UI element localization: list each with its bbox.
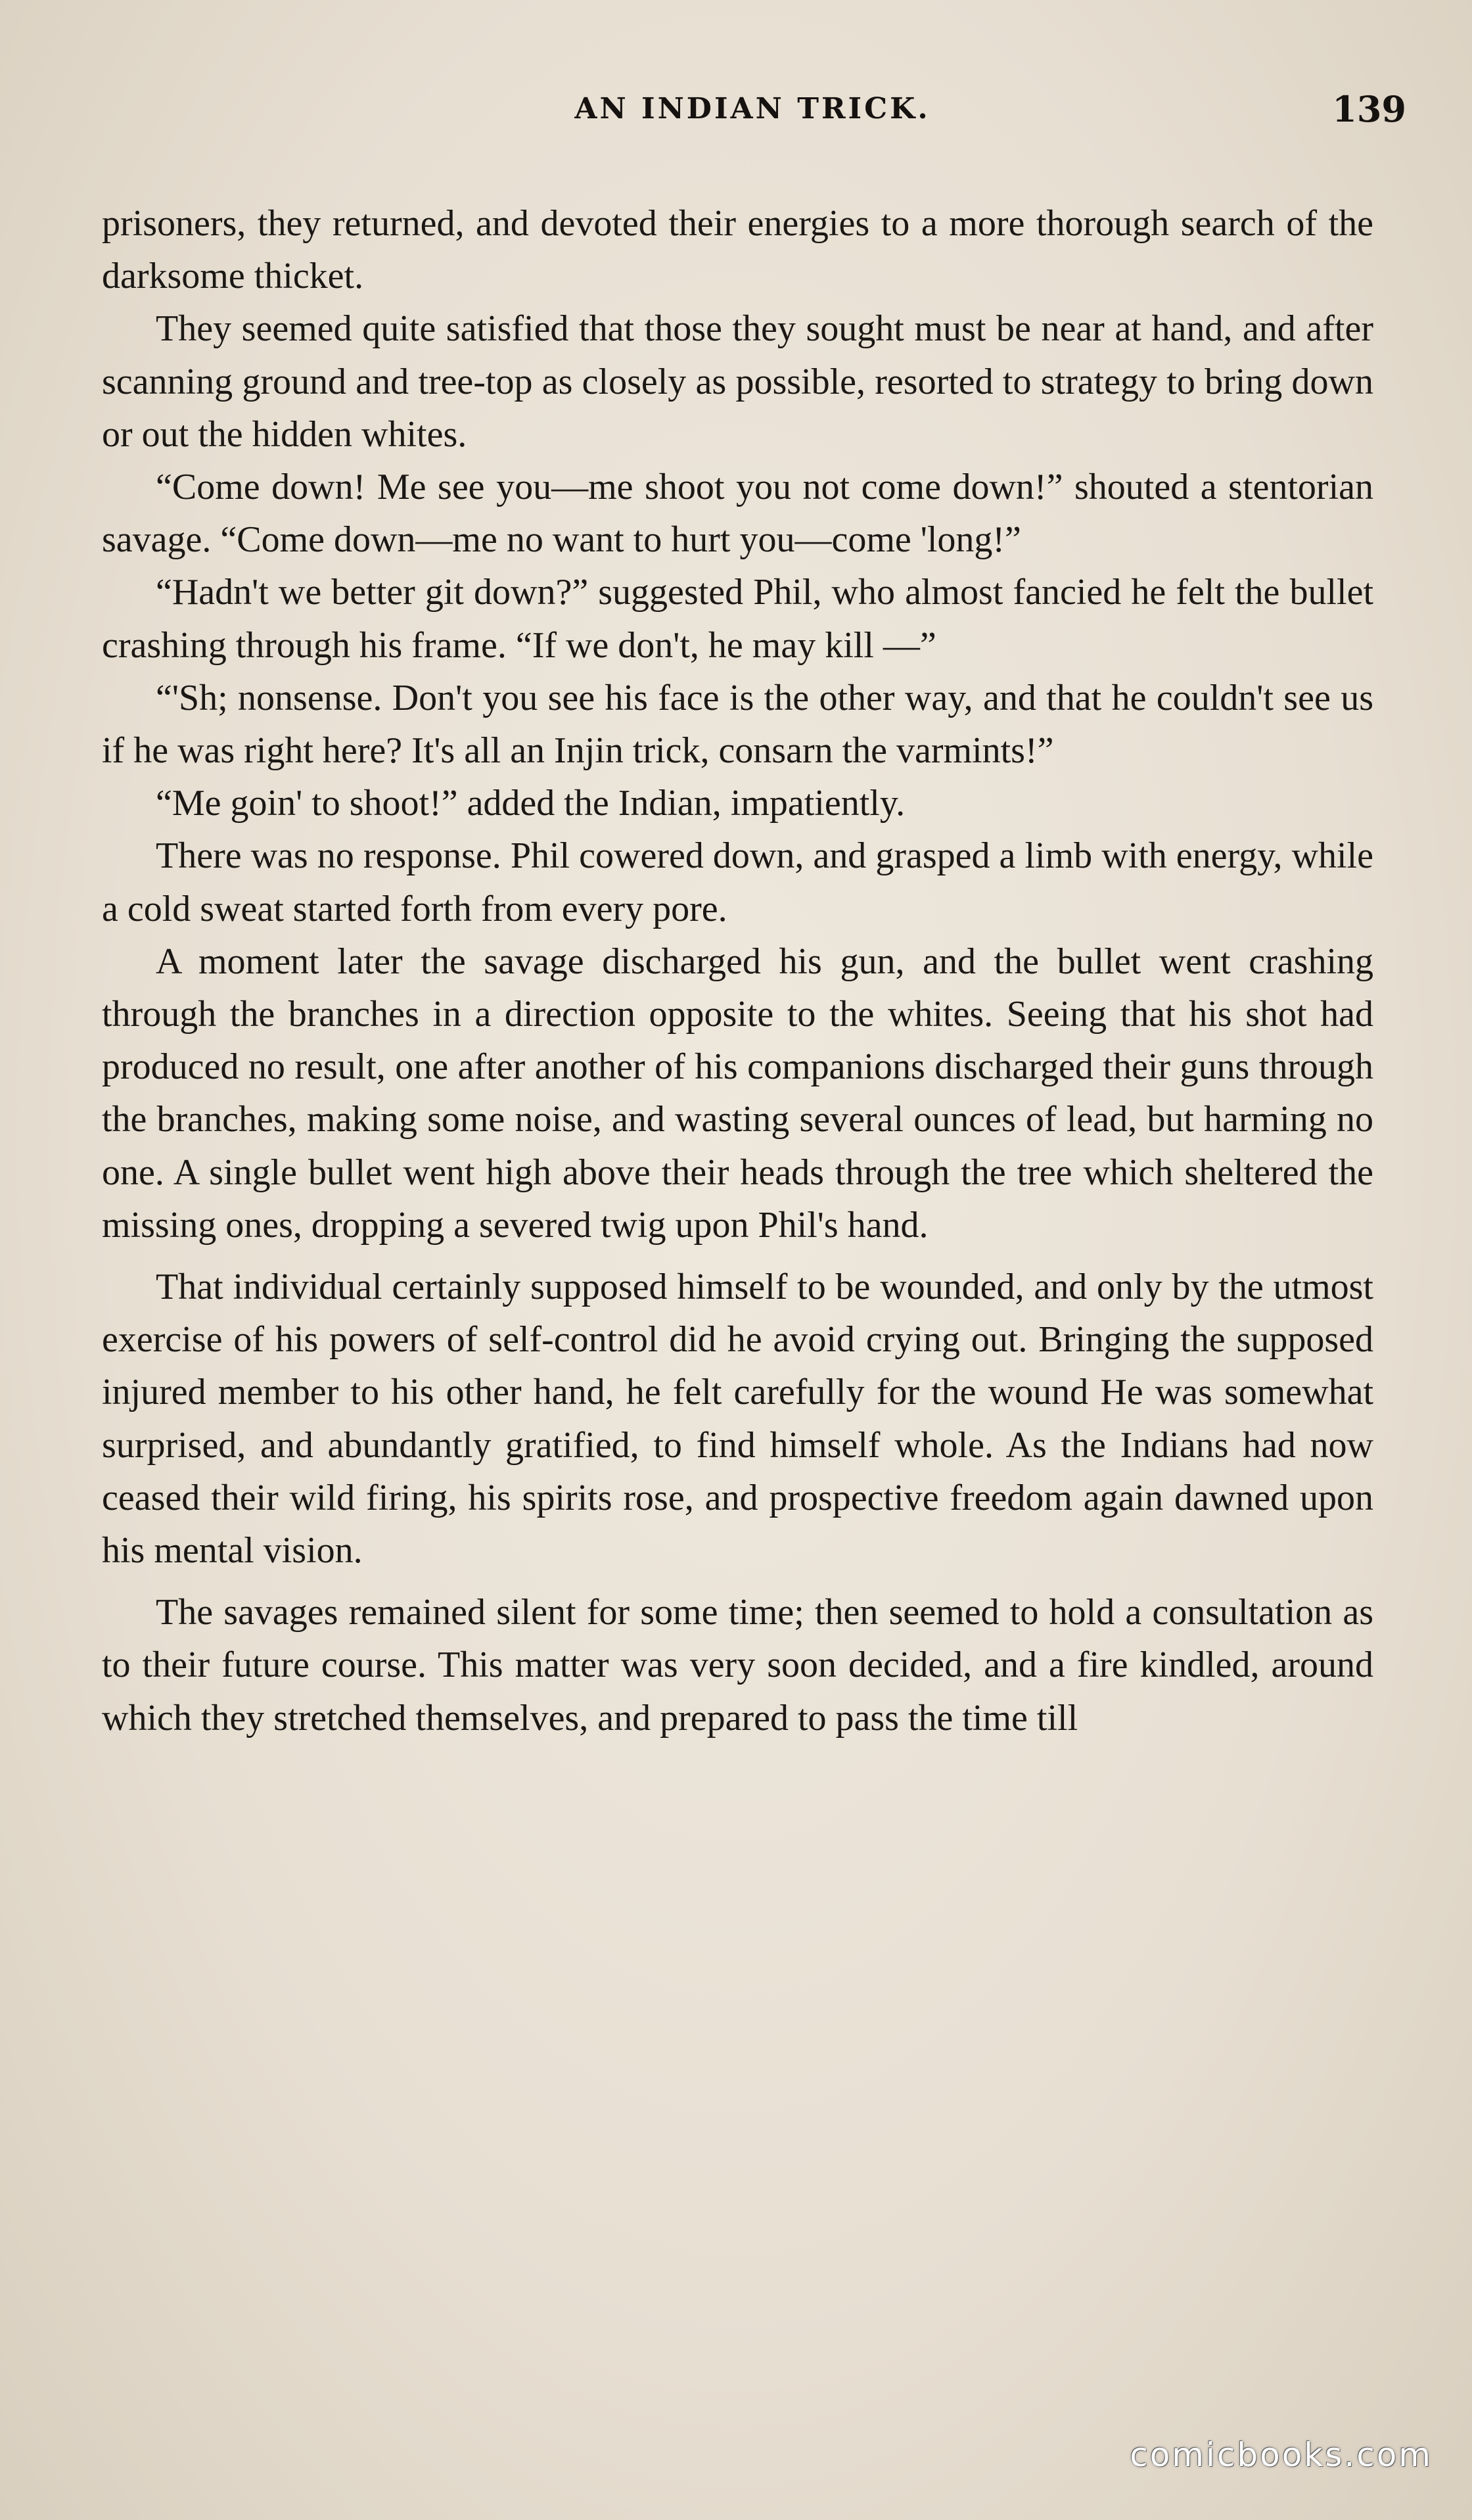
page-header [99,88,1406,138]
paragraph: They seemed quite satisfied that those they sought must be near at hand, and after scanning ground and tree-top as closely as possible, resorted to strategy to bring down or out the hidden whites. [102,308,1373,455]
paragraph: That individual certainly supposed himself to be wounded, and only by the utmost exercise of his powers of self-control did he avoid crying out. Bringing the supposed injured member to his other hand, he felt carefully for the wound He was somewhat surprised, and abundantly gratified, to find himself whole. As the Indians had now ceased their wild firing, his spirits rose, and prospective freedom again dawned upon his mental vision. [102,1267,1373,1572]
paragraph: “Me goin' to shoot!” added the Indian, impatiently. [156,783,906,824]
paragraph: There was no response. Phil cowered down, and grasped a limb with energy, while a cold sweat started forth from every pore. [102,835,1373,929]
paragraph: A moment later the savage discharged his gun, and the bullet went crashing through the branches in a direction opposite to the whites. Seeing that his shot had produced no result, one after another of his companions discharged their guns through the branches, making some noise, and wasting several ounces of lead, but harming no one. A single bullet went high above their heads through the tree which sheltered the missing ones, dropping a severed twig upon Phil's hand. [102,941,1373,1246]
paragraph: “'Sh; nonsense. Don't you see his face is the other way, and that he couldn't see us if he was right here? It's all an Injin trick, consarn the varmints!” [102,677,1373,772]
paragraph: “Hadn't we better git down?” suggested Phil, who almost fancied he felt the bullet crashing through his frame. “If we don't, he may kill —” [102,572,1373,666]
paragraph: The savages remained silent for some time; then seemed to hold a consultation as to their future course. This matter was very soon decided, and a fire kindled, around which they stretched themselves, and prepared to pass the time till [102,1592,1373,1738]
body-text [102,197,1373,1744]
paragraph: “Come down! Me see you—me shoot you not come down!” shouted a stentorian savage. “Come down—me no want to hurt you—come 'long!” [102,467,1373,561]
watermark: comicbooks.com [1130,2436,1433,2474]
page-number: 139 [1332,88,1406,130]
running-head: AN INDIAN TRICK. [574,92,931,126]
paragraph: prisoners, they returned, and devoted their energies to a more thorough search of the darksome thicket. [102,203,1373,297]
